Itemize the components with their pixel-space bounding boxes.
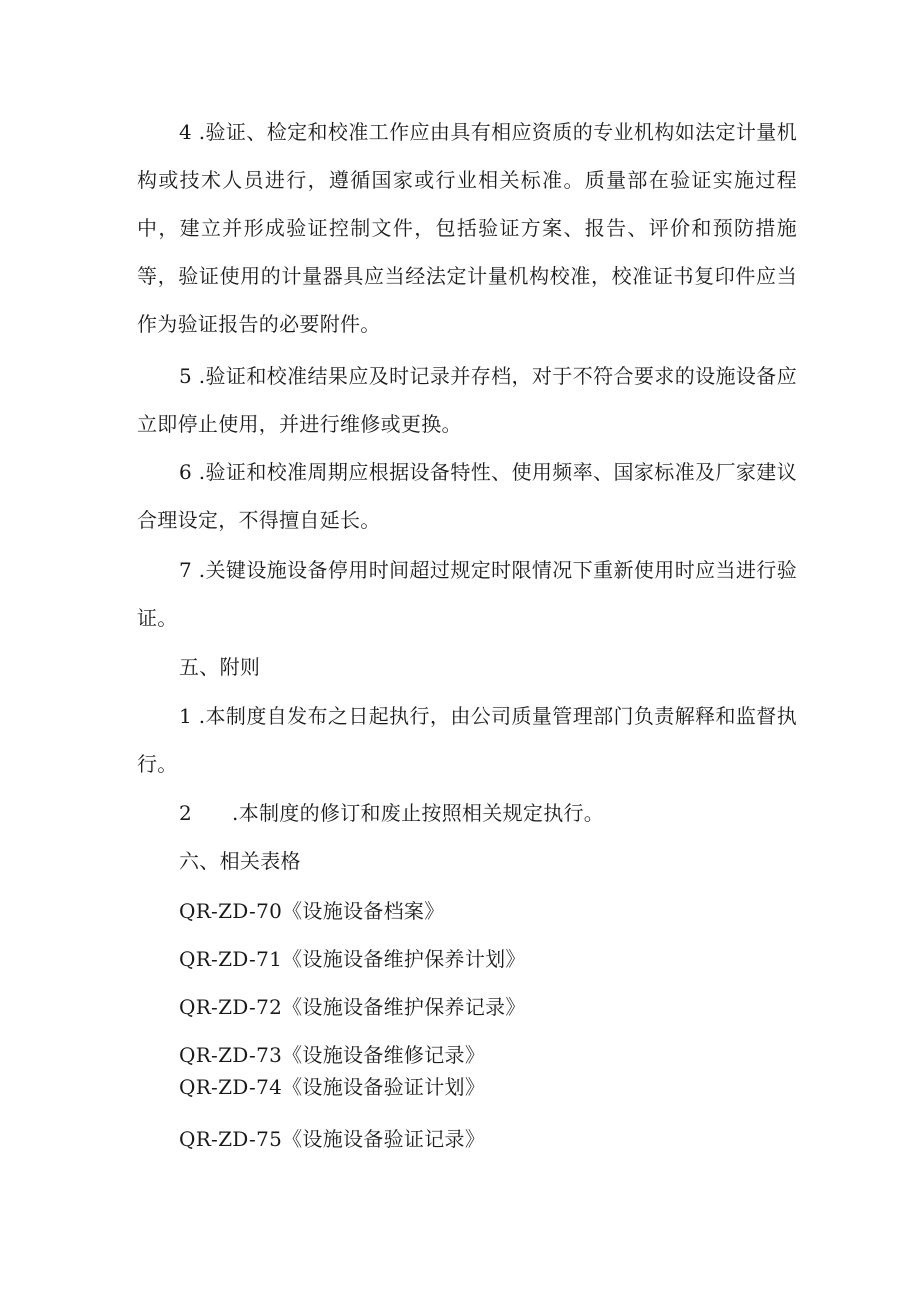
paragraph-5: 5 .验证和校准结果应及时记录并存档，对于不符合要求的设施设备应立即停止使用，并进行维修或更换。 xyxy=(137,364,797,436)
paragraph-6: 6 .验证和校准周期应根据设备特性、使用频率、国家标准及厂家建议合理设定，不得擅自延长。 xyxy=(137,460,797,532)
form-item: QR-ZD-70《设施设备档案》 xyxy=(179,899,445,923)
section-6-heading: 六、相关表格 xyxy=(179,849,301,873)
paragraph-4: 4 .验证、检定和校准工作应由具有相应资质的专业机构如法定计量机构或技术人员进行，遵循国家或行业相关标准。质量部在验证实施过程中，建立并形成验证控制文件，包括验证方案、报告、评价和预防措施等，验证使用的计量器具应当经法定计量机构校准，校准证书复印件应当作为验证报告的必要附件。 xyxy=(137,120,797,336)
paragraph-7: 7 .关键设施设备停用时间超过规定时限情况下重新使用时应当进行验证。 xyxy=(137,558,797,630)
form-item: QR-ZD-75《设施设备验证记录》 xyxy=(179,1127,486,1151)
form-item: QR-ZD-73《设施设备维修记录》 xyxy=(179,1043,486,1067)
section-5-heading: 五、附则 xyxy=(179,655,261,679)
form-item: QR-ZD-74《设施设备验证计划》 xyxy=(179,1075,486,1099)
section-5-item-2-number: 2 xyxy=(179,801,193,825)
section-5-item-1: 1 .本制度自发布之日起执行，由公司质量管理部门负责解释和监督执行。 xyxy=(137,704,797,776)
section-5-item-2 xyxy=(179,798,604,828)
form-item: QR-ZD-72《设施设备维护保养记录》 xyxy=(179,995,526,1019)
section-5-item-2-text: .本制度的修订和废止按照相关规定执行。 xyxy=(232,801,605,825)
form-item: QR-ZD-71《设施设备维护保养计划》 xyxy=(179,947,526,971)
